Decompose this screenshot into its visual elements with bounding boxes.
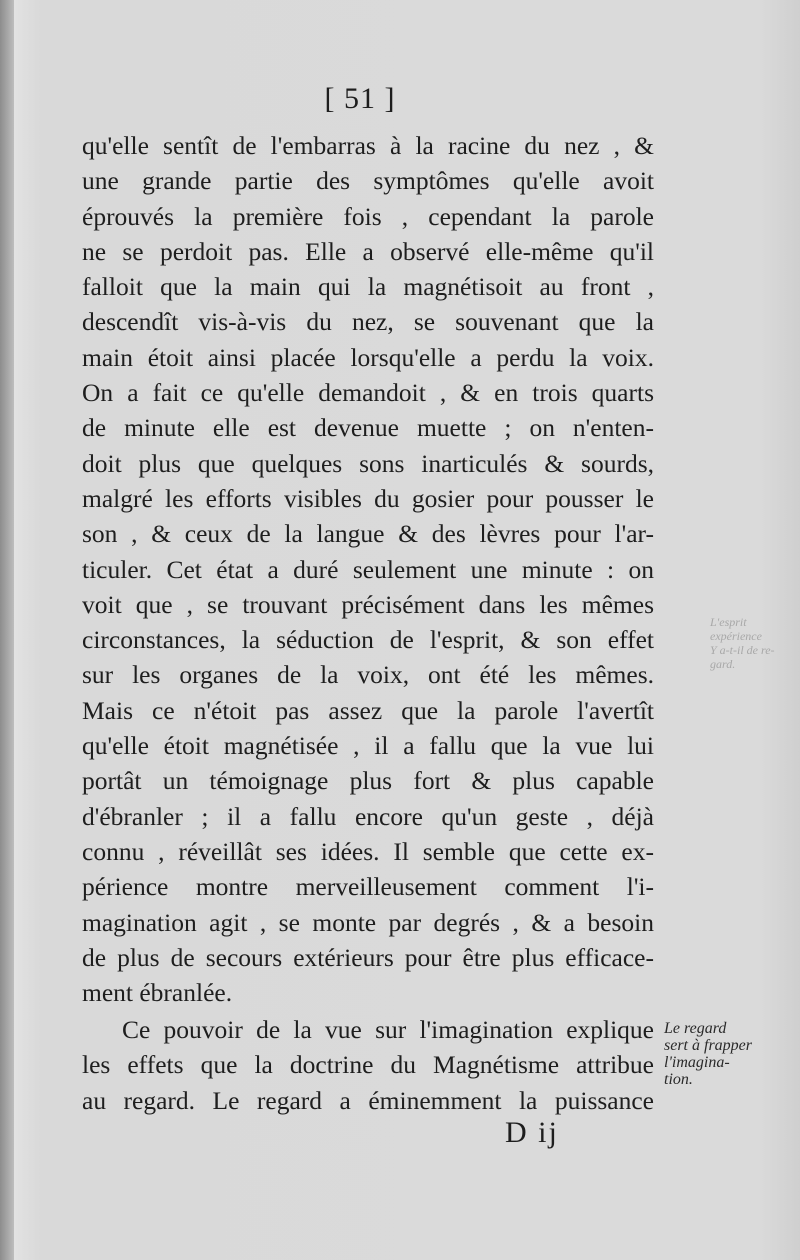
bleed-through-line: Y a-t-il de re- — [710, 643, 775, 657]
margin-note-line: Le regard — [664, 1020, 727, 1037]
bleed-through-note — [710, 615, 800, 671]
text-line: d'ébranler ; il a fallu encore qu'un geste , déjà — [82, 801, 654, 831]
text-line: ment ébranlée. — [82, 978, 233, 1008]
text-line: malgré les efforts visibles du gosier pour pousser le — [82, 483, 654, 513]
margin-note-line: tion. — [664, 1071, 693, 1088]
text-line: éprouvés la première fois , cependant la parole — [82, 201, 654, 231]
text-line: périence montre merveilleusement comment l'i- — [82, 872, 654, 902]
text-line: les effets que la doctrine du Magnétisme attribue — [82, 1050, 654, 1080]
text-line: sur les organes de la voix, ont été les mêmes. — [82, 660, 654, 690]
text-line: qu'elle sentît de l'embarras à la racine du nez , & — [82, 131, 654, 160]
paragraph-1 — [82, 128, 654, 1010]
paragraph-2 — [82, 1012, 654, 1118]
text-line: portât un témoignage plus fort & plus capable — [82, 766, 654, 796]
text-line: Mais ce n'étoit pas assez que la parole l'avertît — [82, 695, 654, 725]
text-line: main étoit ainsi placée lorsqu'elle a perdu la voix. — [82, 342, 654, 372]
signature-mark: D ij — [505, 1116, 559, 1149]
text-line: connu , réveillât ses idées. Il semble que cette ex- — [82, 836, 654, 866]
text-line: de minute elle est devenue muette ; on n'enten- — [82, 413, 654, 443]
text-line: une grande partie des symptômes qu'elle avoit — [82, 166, 654, 196]
text-line: ne se perdoit pas. Elle a observé elle-même qu'il — [82, 236, 654, 266]
text-line: circonstances, la séduction de l'esprit, & son effet — [82, 625, 654, 655]
text-line: descendît vis-à-vis du nez, se souvenant que la — [82, 307, 654, 337]
text-line: On a fait ce qu'elle demandoit , & en trois quarts — [82, 378, 654, 408]
text-line: voit que , se trouvant précisément dans les mêmes — [82, 589, 654, 619]
text-line: magination agit , se monte par degrés , & a besoin — [82, 907, 654, 937]
book-spine-shadow — [0, 0, 14, 1260]
margin-note-line: sert à frapper — [664, 1037, 752, 1054]
text-line: falloit que la main qui la magnétisoit au front , — [82, 272, 654, 302]
text-line: Ce pouvoir de la vue sur l'imagination explique — [122, 1015, 654, 1044]
margin-note-line: l'imagina- — [664, 1054, 730, 1071]
text-line: doit plus que quelques sons inarticulés & sourds, — [82, 448, 654, 478]
text-line: ticuler. Cet état a duré seulement une minute : on — [82, 554, 654, 584]
bleed-through-line: gard. — [710, 657, 736, 671]
bleed-through-line: L'esprit — [710, 615, 747, 629]
text-line: qu'elle étoit magnétisée , il a fallu que la vue lui — [82, 731, 654, 761]
text-line: son , & ceux de la langue & des lèvres pour l'ar- — [82, 519, 654, 549]
page-number: [ 51 ] — [324, 82, 396, 115]
bleed-through-line: expérience — [710, 629, 762, 643]
text-line: de plus de secours extérieurs pour être plus efficace- — [82, 942, 654, 972]
text-line: au regard. Le regard a éminemment la puissance — [82, 1085, 654, 1115]
margin-note — [664, 1020, 794, 1088]
